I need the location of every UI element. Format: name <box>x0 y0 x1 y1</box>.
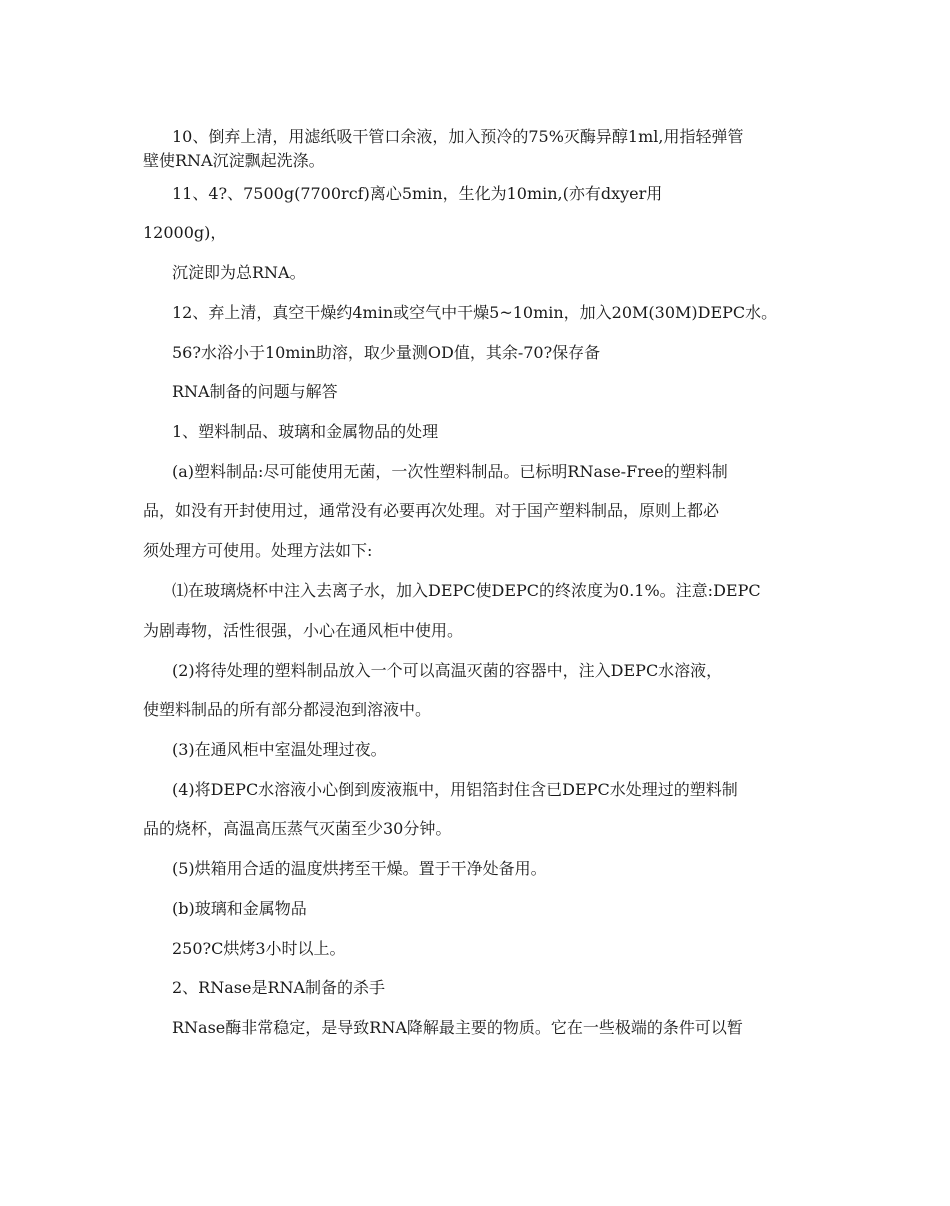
text-line-10: (a)塑料制品:尽可能使用无菌，一次性塑料制品。已标明RNase-Free的塑料制 <box>172 462 728 481</box>
text-line-21: (b)玻璃和金属物品 <box>172 899 307 918</box>
text-line-12: 须处理方可使用。处理方法如下: <box>143 541 373 560</box>
text-line-20: (5)烘箱用合适的温度烘拷至干燥。置于干净处备用。 <box>172 859 547 878</box>
text-line-1: 10、倒弃上清，用滤纸吸干管口余液，加入预冷的75%灭酶异醇1ml,用指轻弹管 <box>172 127 744 146</box>
text-line-19: 品的烧杯，高温高压蒸气灭菌至少30分钟。 <box>143 819 452 838</box>
text-line-24: RNase酶非常稳定，是导致RNA降解最主要的物质。它在一些极端的条件可以暂 <box>172 1018 743 1037</box>
text-line-5: 沉淀即为总RNA。 <box>172 263 306 282</box>
text-line-2: 壁使RNA沉淀飘起洗涤。 <box>143 151 325 170</box>
text-line-16: 使塑料制品的所有部分都浸泡到溶液中。 <box>143 700 432 719</box>
text-line-7: 56?水浴小于10min助溶，取少量测OD值，其余-70?保存备 <box>172 343 601 362</box>
text-line-18: (4)将DEPC水溶液小心倒到废液瓶中，用铝箔封住含已DEPC水处理过的塑料制 <box>172 780 738 799</box>
text-line-8: RNA制备的问题与解答 <box>172 382 338 401</box>
text-line-14: 为剧毒物，活性很强，小心在通风柜中使用。 <box>143 621 464 640</box>
text-line-15: (2)将待处理的塑料制品放入一个可以高温灭菌的容器中，注入DEPC水溶液， <box>172 661 723 680</box>
text-line-17: (3)在通风柜中室温处理过夜。 <box>172 740 387 759</box>
text-line-22: 250?C烘烤3小时以上。 <box>172 939 346 958</box>
text-line-4: 12000g)， <box>143 223 227 242</box>
text-line-6: 12、弃上清，真空干燥约4min或空气中干燥5~10min，加入20M(30M)DEPC水。 <box>172 303 778 322</box>
text-line-13: ⑴在玻璃烧杯中注入去离子水，加入DEPC使DEPC的终浓度为0.1%。注意:DEPC <box>172 581 761 600</box>
text-line-3: 11、4?、7500g(7700rcf)离心5min，生化为10min,(亦有dxyer用 <box>172 184 663 203</box>
text-line-9: 1、塑料制品、玻璃和金属物品的处理 <box>172 422 439 441</box>
text-line-11: 品，如没有开封使用过，通常没有必要再次处理。对于国产塑料制品，原则上都必 <box>143 501 720 520</box>
text-line-23: 2、RNase是RNA制备的杀手 <box>172 978 386 997</box>
